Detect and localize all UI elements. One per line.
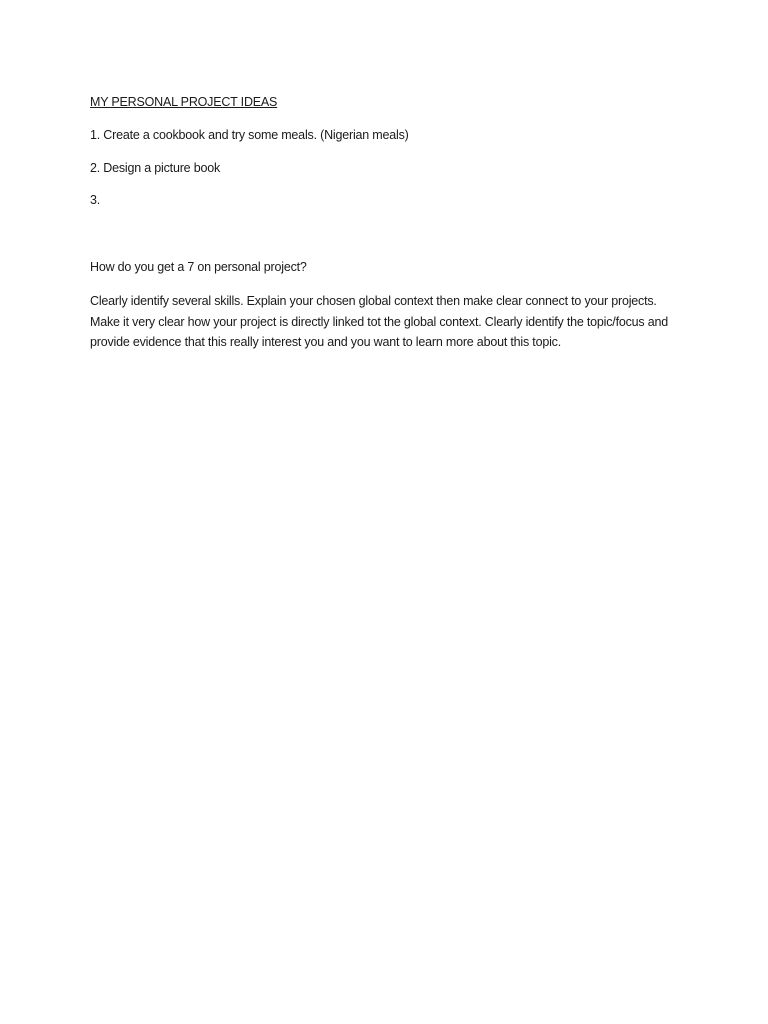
- answer-paragraph: Clearly identify several skills. Explain your chosen global context then make clear connect to your projects. Make it very clear how your project is directly linked tot the global context. Clearly identify the topic/focus and provide evidence that this really interest you and you want to learn more about this topic.: [90, 294, 668, 349]
- idea-item-3: 3.: [90, 193, 101, 207]
- idea-item-2: 2. Design a picture book: [90, 161, 221, 175]
- document-heading: MY PERSONAL PROJECT IDEAS: [90, 95, 278, 109]
- question-text: How do you get a 7 on personal project?: [90, 260, 307, 274]
- document-body: [90, 94, 680, 353]
- idea-item-1: 1. Create a cookbook and try some meals. (Nigerian meals): [90, 128, 409, 142]
